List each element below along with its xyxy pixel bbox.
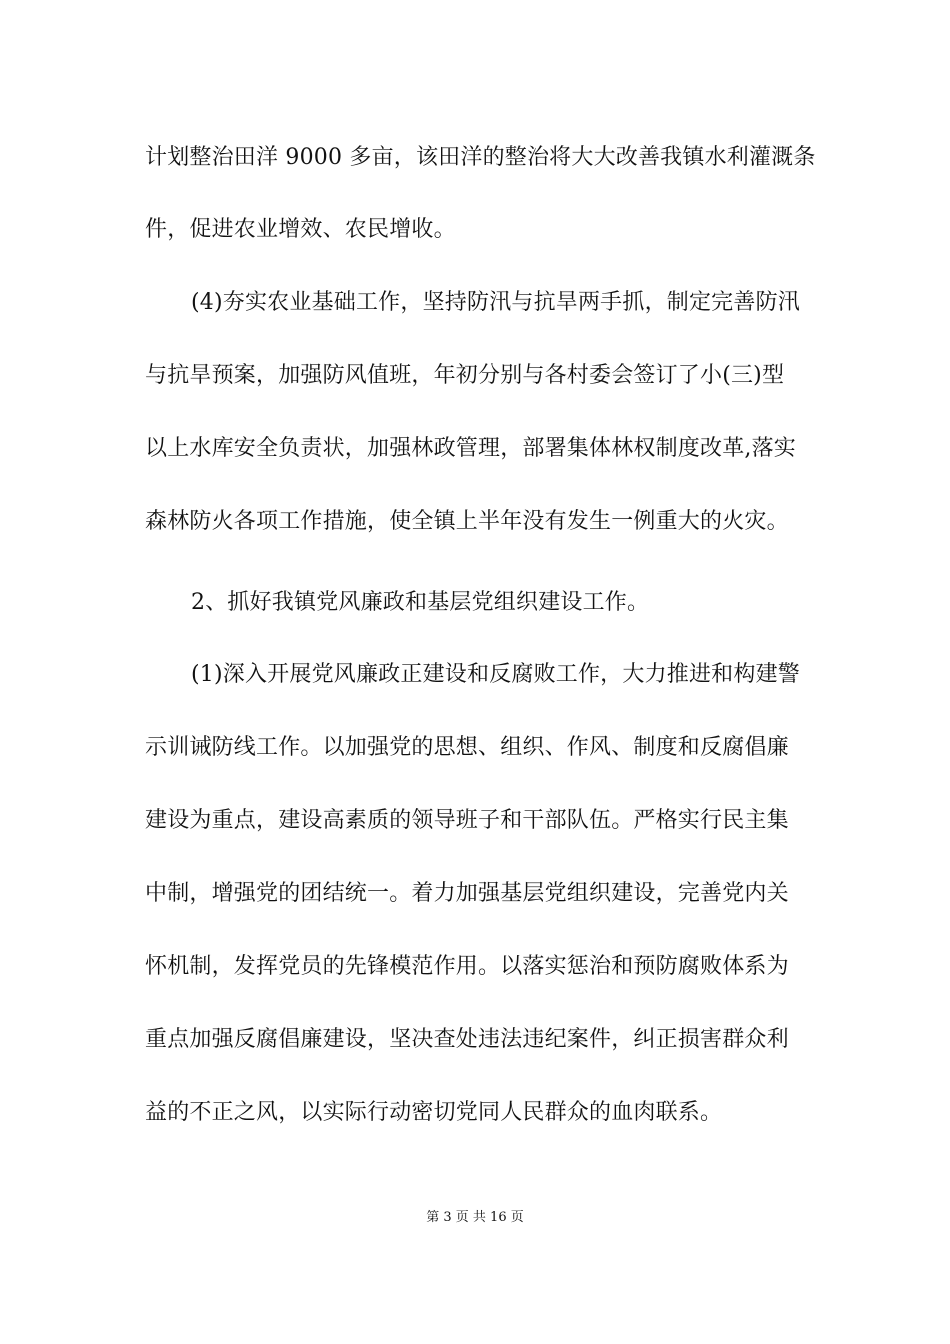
paragraph-line: 益的不正之风，以实际行动密切党同人民群众的血肉联系。 — [145, 1100, 723, 1125]
paragraph-line: 森林防火各项工作措施，使全镇上半年没有发生一例重大的火灾。 — [145, 509, 789, 534]
paragraph-line: 件，促进农业增效、农民增收。 — [145, 217, 456, 242]
paragraph-line: (1)深入开展党风廉政正建设和反腐败工作，大力推进和构建警 — [191, 662, 800, 687]
paragraph-line: 2、抓好我镇党风廉政和基层党组织建设工作。 — [191, 590, 650, 615]
paragraph-line: 建设为重点，建设高素质的领导班子和干部队伍。严格实行民主集 — [145, 808, 789, 833]
paragraph-line: 中制，增强党的团结统一。着力加强基层党组织建设，完善党内关 — [145, 881, 789, 906]
paragraph-line: 重点加强反腐倡廉建设，坚决查处违法违纪案件，纠正损害群众利 — [145, 1027, 789, 1052]
paragraph-line: 以上水库安全负责状，加强林政管理，部署集体林权制度改革,落实 — [145, 436, 796, 461]
paragraph-line: 怀机制，发挥党员的先锋模范作用。以落实惩治和预防腐败体系为 — [145, 954, 789, 979]
paragraph-line: 与抗旱预案，加强防风值班，年初分别与各村委会签订了小(三)型 — [145, 363, 785, 388]
page-number: 第 3 页 共 16 页 — [426, 1210, 524, 1225]
paragraph-line: 示训诫防线工作。以加强党的思想、组织、作风、制度和反腐倡廉 — [145, 735, 789, 760]
page-footer — [0, 1210, 950, 1226]
paragraph-line: (4)夯实农业基础工作，坚持防汛与抗旱两手抓，制定完善防汛 — [191, 290, 800, 315]
paragraph-line: 计划整治田洋 9000 多亩，该田洋的整治将大大改善我镇水利灌溉条 — [145, 145, 816, 170]
